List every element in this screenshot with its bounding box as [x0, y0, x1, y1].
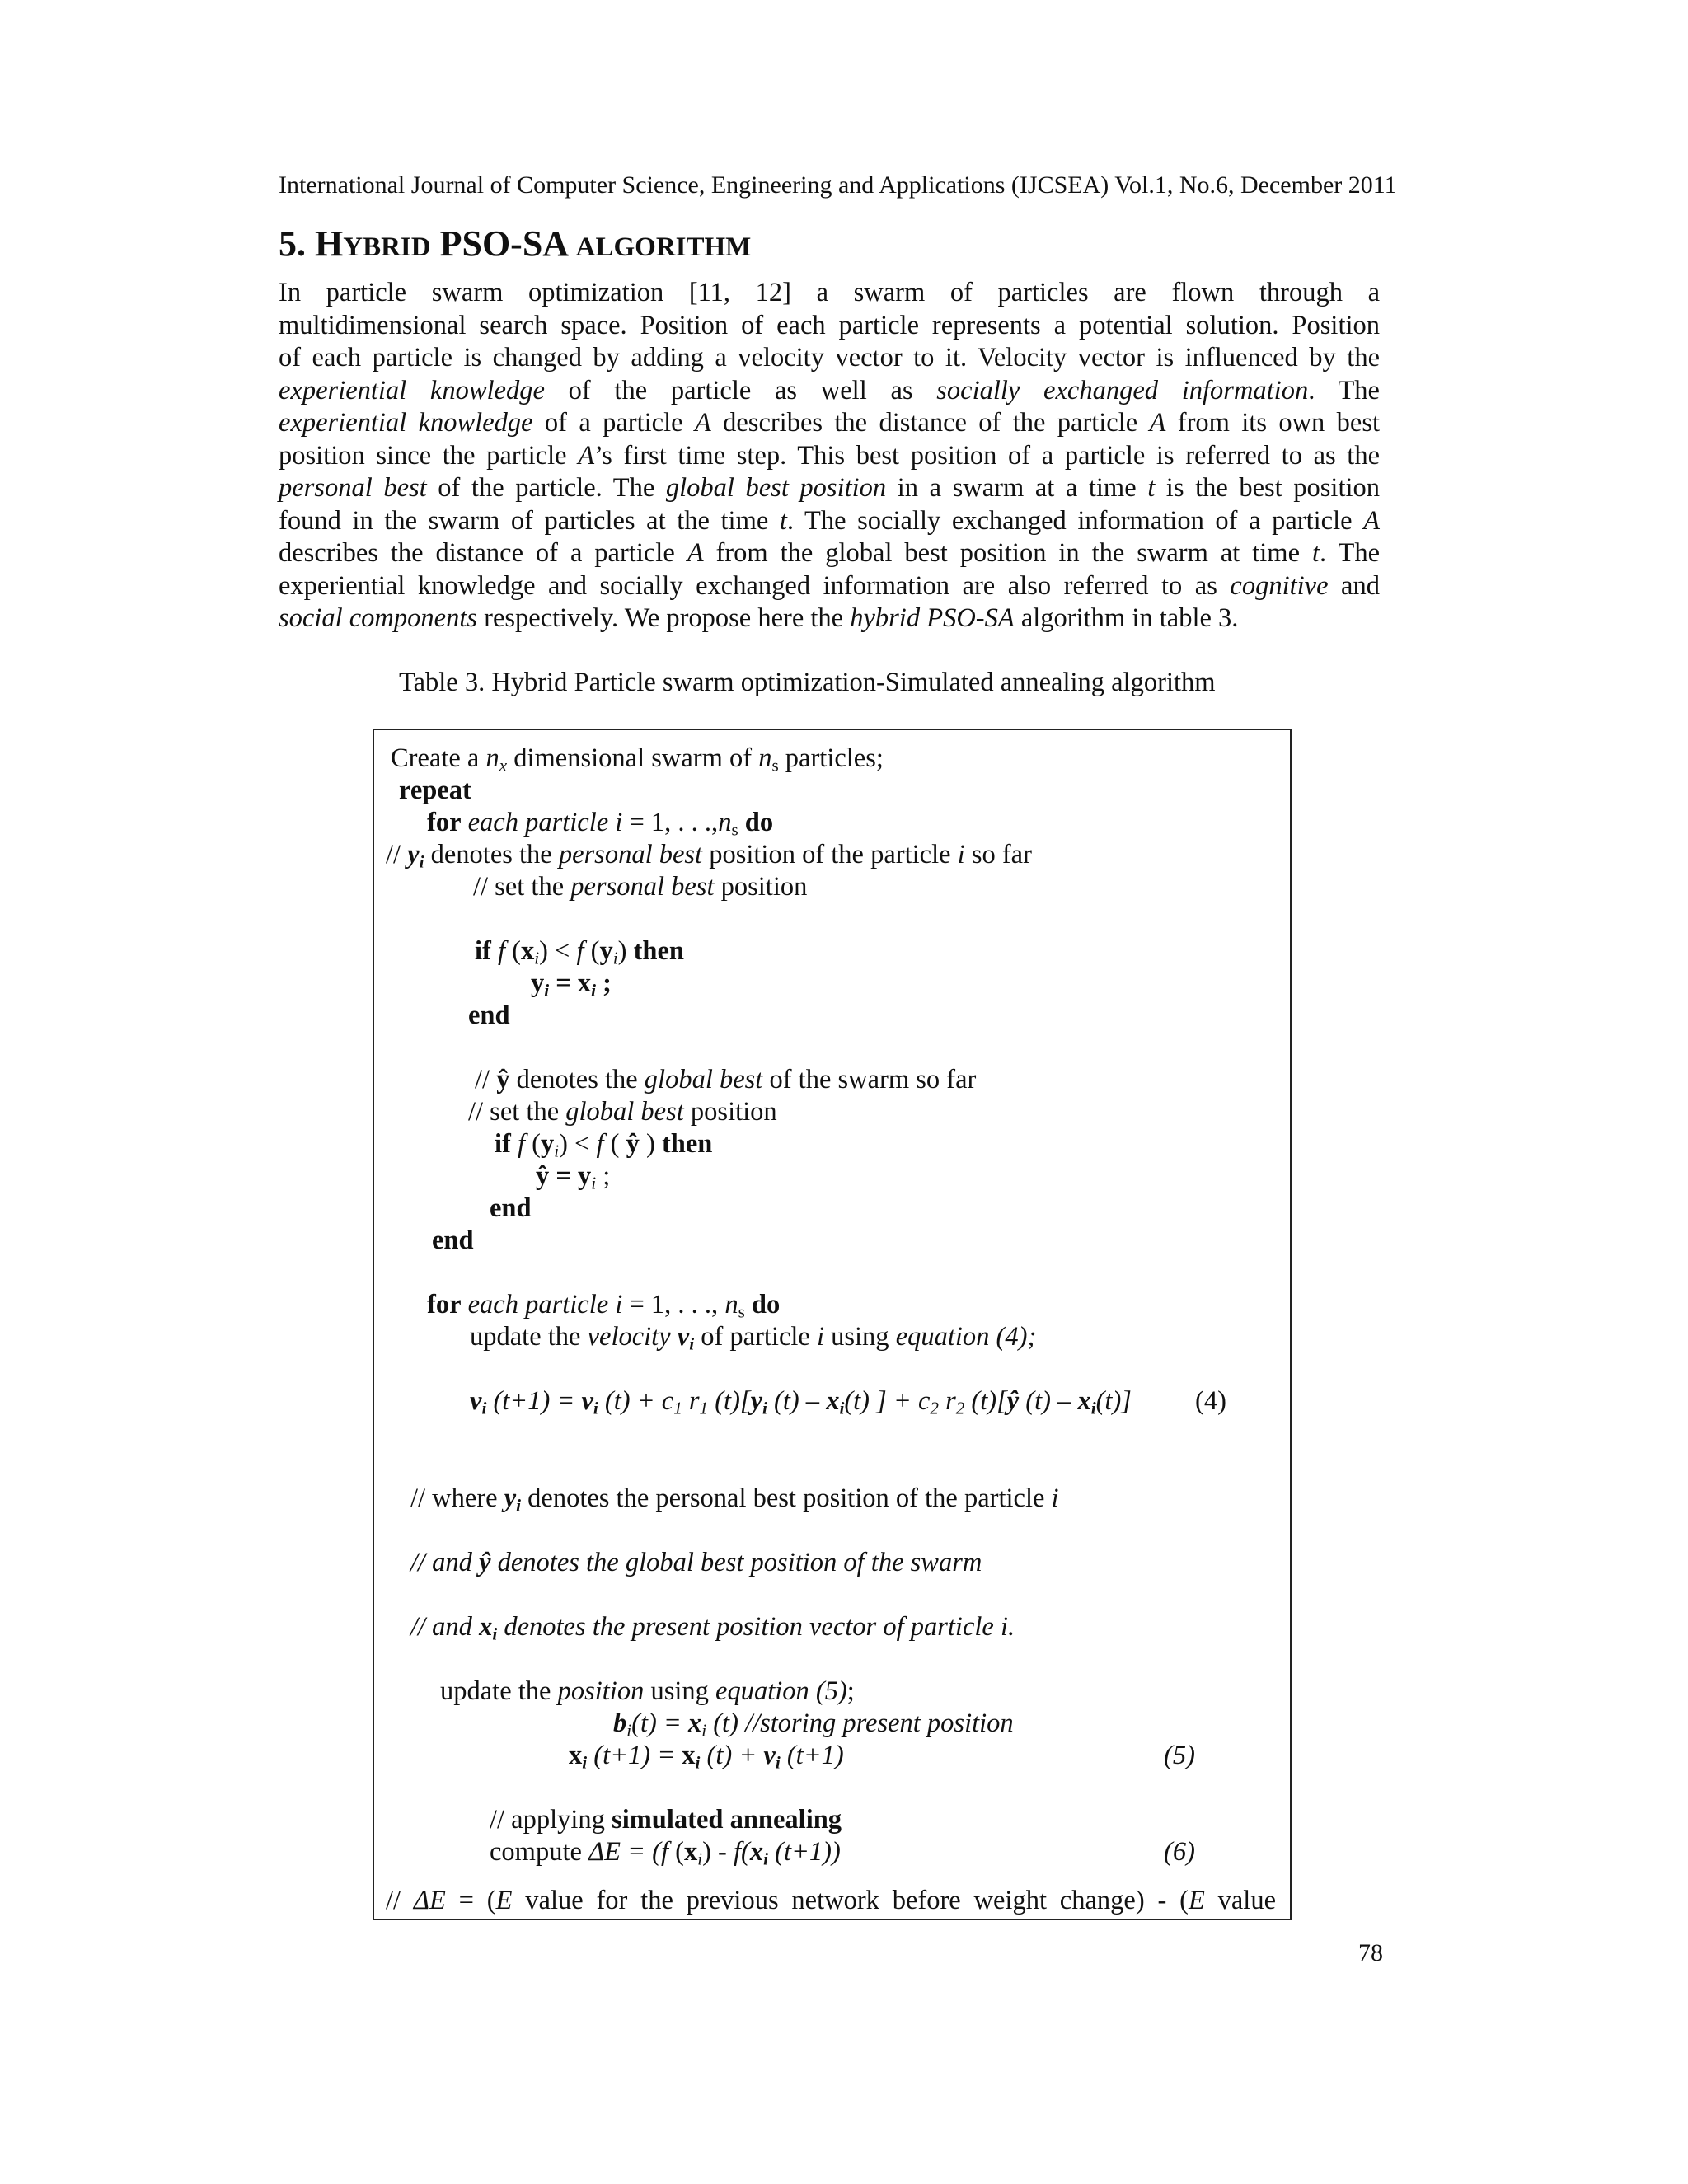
- equation-6: compute ΔE = (f $(x_i) - f(x_i$ (t+1)): [490, 1837, 841, 1869]
- algorithm-box: [373, 729, 1292, 1920]
- algo-line: if f $(y_i) < f$ ( ŷ ) then: [495, 1129, 713, 1161]
- equation-number: (4): [1195, 1386, 1226, 1416]
- paragraph-line: experiential knowledge of the particle as well as socially exchanged information. The: [279, 375, 1380, 405]
- paragraph-line: of each particle is changed by adding a velocity vector to it. Velocity vector is influenced by the: [279, 343, 1380, 373]
- paragraph-line: position since the particle A’s first time step. This best position of a particle is referred to as the: [279, 440, 1380, 471]
- algo-line: // set the personal best position: [473, 872, 808, 902]
- algo-line: end: [432, 1226, 474, 1255]
- algo-line: // and $x_i$ denotes the present position vector of particle i.: [410, 1612, 1015, 1644]
- algo-line: if f $(x_i) < f$ $(y_i)$ then: [475, 936, 684, 968]
- algo-line: repeat: [399, 776, 471, 805]
- journal-header: International Journal of Computer Science, Engineering and Applications (IJCSEA) Vol.1, No.6, December 2011: [279, 171, 1397, 199]
- algo-line: // where $y_i$ denotes the personal best position of the particle i: [410, 1483, 1059, 1516]
- algo-line: $y_i = x_i$ ;: [531, 968, 612, 1001]
- table-caption: Table 3. Hybrid Particle swarm optimization-Simulated annealing algorithm: [399, 668, 1216, 697]
- equation-4: $v_i$ $(t+1) = v_i$ $(t) + c_1$ $r_1$ $(t)[y_i$ $(t) - x_i(t)$ ] + $c_2$ $r_2$ (t)[ŷ $(t) - x_i(t)$]: [470, 1386, 1132, 1418]
- algo-line: update the position using equation (5);: [440, 1676, 855, 1706]
- equation-number: (5): [1164, 1741, 1195, 1770]
- algo-line: // ŷ denotes the global best of the swarm so far: [475, 1065, 977, 1094]
- algo-line: // applying simulated annealing: [490, 1805, 842, 1835]
- algo-line: // ΔE = (E value for the previous network before weight change) - (E value: [386, 1886, 1276, 1915]
- algo-line: ŷ = $y_i$ ;: [536, 1161, 611, 1193]
- algo-line: // set the global best position: [468, 1097, 777, 1127]
- algo-line: end: [468, 1001, 510, 1030]
- algo-line: update the velocity $v_i$ of particle i using equation (4);: [470, 1322, 1037, 1354]
- algo-line: for each particle i = 1, . . $.,n_s$ do: [427, 808, 774, 840]
- page-number: 78: [1358, 1939, 1383, 1966]
- equation-number: (6): [1164, 1837, 1195, 1867]
- body-paragraph: [279, 277, 1380, 635]
- equation-5: $x_i$ $(t+1) = x_i$ $(t) + v_i$ (t+1): [569, 1741, 844, 1773]
- paragraph-line: experiential knowledge of a particle A describes the distance of the particle A from its own best: [279, 408, 1381, 438]
- algo-line: $b_i(t) = x_i$ (t) //storing present position: [613, 1708, 1014, 1741]
- algo-line: for each particle i = 1, . . ., $n_s$ do: [427, 1290, 781, 1322]
- paragraph-line: In particle swarm optimization [11, 12] a swarm of particles are flown through a: [279, 278, 1380, 307]
- paragraph-line: social components respectively. We propose here the hybrid PSO-SA algorithm in table 3.: [279, 603, 1239, 633]
- section-title: 5. HYBRID PSO-SA ALGORITHM: [279, 223, 752, 264]
- algo-line: // $y_i$ denotes the personal best position of the particle i so far: [386, 840, 1032, 872]
- algo-line: Create a $n_x$ dimensional swarm of $n_s$ particles;: [391, 743, 884, 776]
- paragraph-line: personal best of the particle. The global best position in a swarm at a time t is the best position: [279, 473, 1381, 503]
- paragraph-line: multidimensional search space. Position of each particle represents a potential solution. Position: [279, 310, 1380, 340]
- paragraph-line: describes the distance of a particle A from the global best position in the swarm at time t. The: [279, 538, 1380, 568]
- algo-line: end: [490, 1193, 532, 1223]
- paragraph-line: found in the swarm of particles at the time t. The socially exchanged information of a particle A: [279, 505, 1380, 536]
- paragraph-line: experiential knowledge and socially exchanged information are also referred to as cognitive and: [279, 570, 1380, 601]
- algo-line: // and ŷ denotes the global best position of the swarm: [410, 1548, 982, 1577]
